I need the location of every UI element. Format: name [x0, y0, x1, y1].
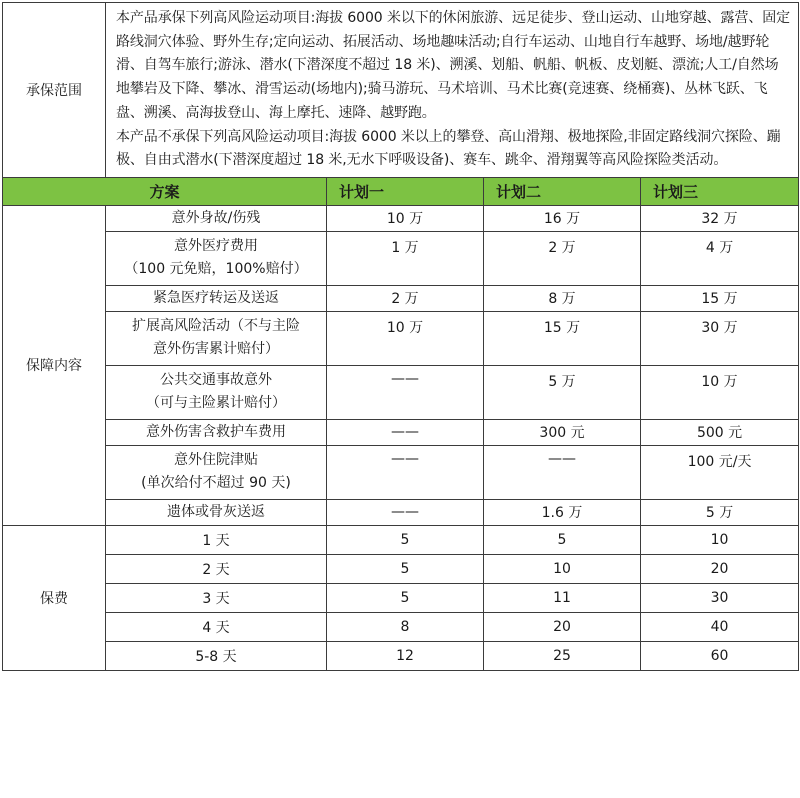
coverage-p2-value [484, 311, 641, 365]
coverage-item [106, 231, 327, 285]
coverage-item [106, 205, 327, 231]
coverage-item-name: 公共交通事故意外 [160, 372, 272, 389]
coverage-item-name: 扩展高风险活动（不与主险 [132, 318, 300, 335]
coverage-item-name: 意外住院津贴 [174, 452, 258, 469]
coverage-row [3, 311, 799, 365]
coverage-value-text: —— [391, 424, 419, 441]
coverage-value-text: 2 万 [391, 291, 419, 308]
premium-days: 3 天 [106, 583, 327, 612]
table-header-row [3, 177, 799, 205]
premium-p1-value: 5 [327, 554, 484, 583]
coverage-row [3, 205, 799, 231]
coverage-p3-value [641, 205, 799, 231]
coverage-p3-value [641, 285, 799, 311]
premium-p1-value: 8 [327, 612, 484, 641]
coverage-value-text: 10 万 [386, 211, 424, 228]
coverage-item-note: （可与主险累计赔付） [146, 395, 286, 412]
coverage-p1-value [327, 499, 484, 525]
premium-p2-value: 5 [484, 525, 641, 554]
coverage-value-text: 15 万 [543, 319, 581, 336]
coverage-item [106, 445, 327, 499]
coverage-value-text: 500 元 [696, 425, 743, 442]
coverage-p1-value [327, 205, 484, 231]
premium-days: 5-8 天 [106, 641, 327, 670]
premium-p2-value: 10 [484, 554, 641, 583]
coverage-p2-value [484, 445, 641, 499]
premium-row [3, 612, 799, 641]
premium-p3-value: 10 [641, 525, 799, 554]
coverage-value-text: 5 万 [705, 505, 734, 522]
premium-row [3, 641, 799, 670]
coverage-item [106, 311, 327, 365]
coverage-value-text: 32 万 [701, 211, 738, 228]
header-plan: 方案 [3, 177, 327, 205]
coverage-value-text: 10 万 [386, 319, 424, 336]
coverage-item [106, 419, 327, 445]
coverage-p2-value [484, 205, 641, 231]
coverage-value-text: 2 万 [548, 239, 576, 256]
scope-label: 承保范围 [3, 3, 106, 178]
coverage-row [3, 365, 799, 419]
coverage-value-text: 1.6 万 [541, 505, 583, 522]
coverage-item-name: 意外伤害含救护车费用 [146, 423, 286, 440]
coverage-p2-value [484, 231, 641, 285]
scope-description [106, 3, 799, 178]
premium-days: 1 天 [106, 525, 327, 554]
coverage-p2-value [484, 365, 641, 419]
coverage-p1-value [327, 445, 484, 499]
premium-row [3, 554, 799, 583]
premium-p2-value: 11 [484, 583, 641, 612]
premium-row [3, 525, 799, 554]
premium-p1-value: 5 [327, 525, 484, 554]
coverage-item-name: 意外医疗费用 [174, 238, 258, 255]
coverage-value-text: 30 万 [701, 319, 738, 336]
coverage-value-text: 10 万 [701, 373, 738, 390]
premium-p2-value: 25 [484, 641, 641, 670]
premium-row [3, 583, 799, 612]
coverage-label: 保障内容 [3, 205, 106, 525]
coverage-value-text: 8 万 [548, 291, 576, 308]
premium-p3-value: 30 [641, 583, 799, 612]
coverage-item-name: 紧急医疗转运及送返 [153, 289, 279, 306]
coverage-item-note: 意外伤害累计赔付） [153, 341, 279, 358]
coverage-row [3, 419, 799, 445]
coverage-row [3, 231, 799, 285]
coverage-p2-value [484, 499, 641, 525]
coverage-value-text: 1 万 [391, 239, 419, 256]
coverage-value-text: 16 万 [543, 211, 581, 228]
coverage-p2-value [484, 285, 641, 311]
premium-p3-value: 60 [641, 641, 799, 670]
coverage-value-text: 5 万 [548, 373, 576, 390]
scope-row [3, 3, 799, 178]
coverage-value-text: 15 万 [701, 291, 738, 308]
coverage-item [106, 365, 327, 419]
premium-p1-value: 5 [327, 583, 484, 612]
coverage-p3-value [641, 365, 799, 419]
coverage-row [3, 445, 799, 499]
header-plan1: 计划一 [327, 177, 484, 205]
coverage-p1-value [327, 311, 484, 365]
coverage-p3-value [641, 231, 799, 285]
coverage-p1-value [327, 365, 484, 419]
coverage-p1-value [327, 419, 484, 445]
scope-included-text: 本产品承保下列高风险运动项目:海拔 6000 米以下的休闲旅游、远足徒步、登山运动、山地穿越、露营、固定路线洞穴体验、野外生存;定向运动、拓展活动、场地趣味活动;自行车运动、山地自行车越野、场地/越野轮滑、自驾车旅行;游泳、潜水(下潜深度不超过 18 米)、溯溪、划船、帆船、帆板、皮划艇、漂流;人工/自然场地攀岩及下降、攀冰、滑雪运动(场地内);骑马游玩、马术培训、马术比赛(竞速赛、绕桶赛)、丛林飞跃、飞盘、溯溪、高海拔登山、海上摩托、速降、越野跑。 [116, 10, 791, 121]
coverage-item [106, 499, 327, 525]
coverage-item-name: 意外身故/伤残 [171, 209, 261, 226]
coverage-value-text: 4 万 [705, 239, 734, 256]
premium-p3-value: 20 [641, 554, 799, 583]
coverage-p1-value [327, 231, 484, 285]
insurance-plan-table [2, 2, 799, 671]
coverage-p3-value [641, 499, 799, 525]
coverage-item-note: （100 元免赔，100%赔付） [124, 261, 308, 278]
coverage-item-name: 遗体或骨灰送返 [167, 503, 265, 520]
premium-days: 2 天 [106, 554, 327, 583]
premium-p3-value: 40 [641, 612, 799, 641]
header-plan3: 计划三 [641, 177, 799, 205]
coverage-p3-value [641, 311, 799, 365]
coverage-value-text: —— [391, 504, 419, 521]
coverage-p1-value [327, 285, 484, 311]
header-plan2: 计划二 [484, 177, 641, 205]
premium-label: 保费 [3, 525, 106, 670]
coverage-p3-value [641, 445, 799, 499]
coverage-row [3, 285, 799, 311]
coverage-value-text: 100 元/天 [687, 453, 752, 470]
premium-days: 4 天 [106, 612, 327, 641]
coverage-row [3, 499, 799, 525]
coverage-value-text: —— [391, 450, 419, 467]
coverage-item-note: (单次给付不超过 90 天) [141, 475, 291, 492]
premium-p1-value: 12 [327, 641, 484, 670]
coverage-value-text: 300 元 [539, 425, 585, 442]
premium-p2-value: 20 [484, 612, 641, 641]
scope-excluded-text: 本产品不承保下列高风险运动项目:海拔 6000 米以上的攀登、高山滑翔、极地探险,非固定路线洞穴探险、蹦极、自由式潜水(下潜深度超过 18 米,无水下呼吸设备)、赛车、跳伞、滑翔翼等高风险探险类活动。 [116, 128, 781, 169]
coverage-item [106, 285, 327, 311]
coverage-p3-value [641, 419, 799, 445]
coverage-value-text: —— [548, 450, 576, 467]
coverage-p2-value [484, 419, 641, 445]
coverage-value-text: —— [391, 370, 419, 387]
